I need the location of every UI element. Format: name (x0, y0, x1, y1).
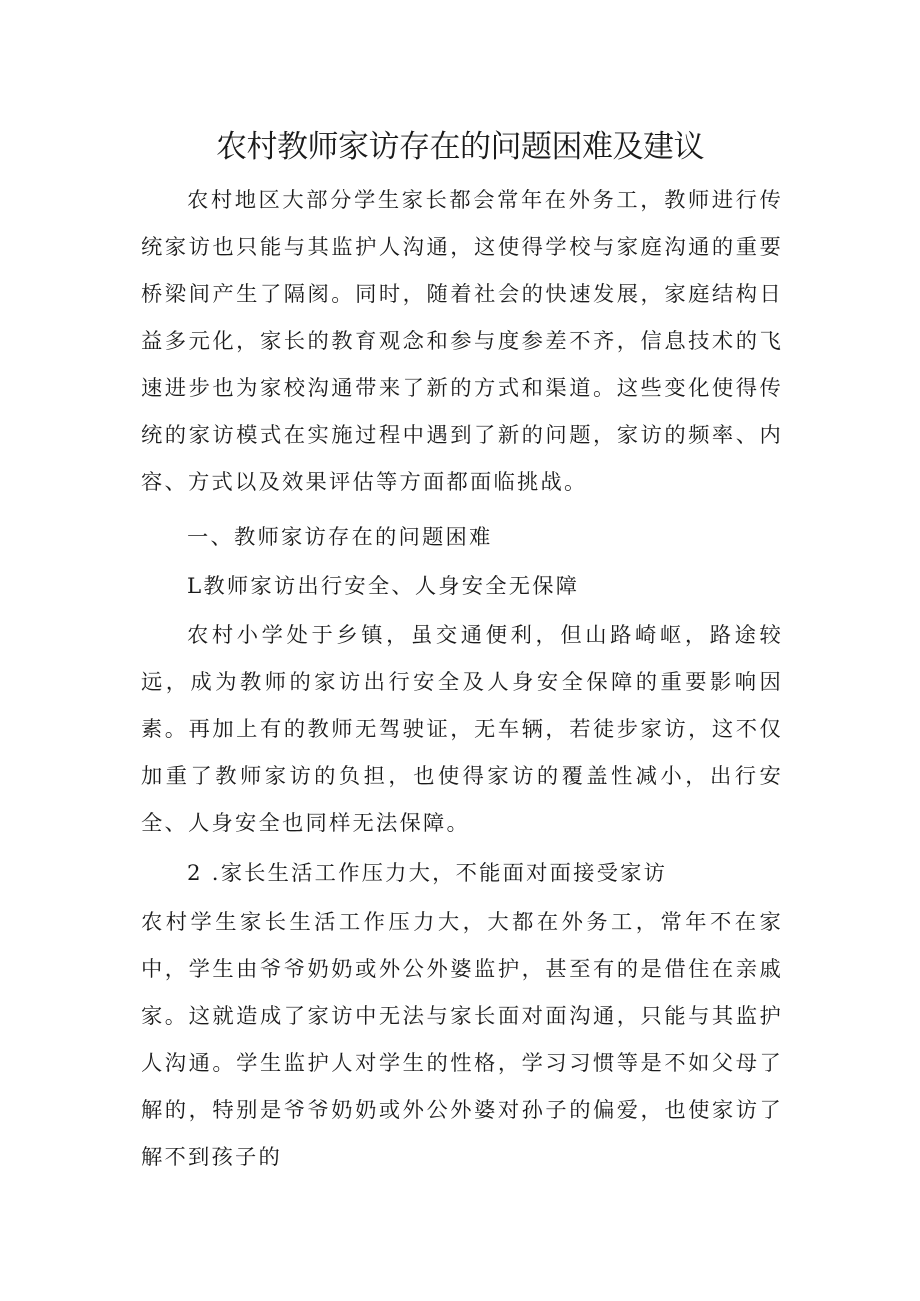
intro-paragraph: 农村地区大部分学生家长都会常年在外务工，教师进行传统家访也只能与其监护人沟通，这使得学校与家庭沟通的重要桥梁间产生了隔阂。同时，随着社会的快速发展，家庭结构日益多元化，家长的教育观念和参与度参差不齐，信息技术的飞速进步也为家校沟通带来了新的方式和渠道。这些变化使得传统的家访模式在实施过程中遇到了新的问题，家访的频率、内容、方式以及效果评估等方面都面临挑战。 (141, 188, 783, 495)
document-title: 农村教师家访存在的问题困难及建议 (216, 129, 704, 165)
subsection-heading-2: 2 .家长生活工作压力大，不能面对面接受家访 (187, 861, 668, 886)
section-heading: 一、教师家访存在的问题困难 (187, 525, 493, 550)
subsection-heading-1: L教师家访出行安全、人身安全无保障 (187, 574, 580, 599)
subsection-paragraph-2: 农村学生家长生活工作压力大，大都在外务工，常年不在家中，学生由爷爷奶奶或外公外婆监护，甚至有的是借住在亲戚家。这就造成了家访中无法与家长面对面沟通，只能与其监护人沟通。学生监护人对学生的性格，学习习惯等是不如父母了解的，特别是爷爷奶奶或外公外婆对孙子的偏爱，也使家访了解不到孩子的 (141, 910, 783, 1170)
subsection-paragraph-1: 农村小学处于乡镇，虽交通便利，但山路崎岖，路途较远，成为教师的家访出行安全及人身安全保障的重要影响因素。再加上有的教师无驾驶证，无车辆，若徒步家访，这不仅加重了教师家访的负担，也使得家访的覆盖性减小，出行安全、人身安全也同样无法保障。 (141, 623, 783, 836)
